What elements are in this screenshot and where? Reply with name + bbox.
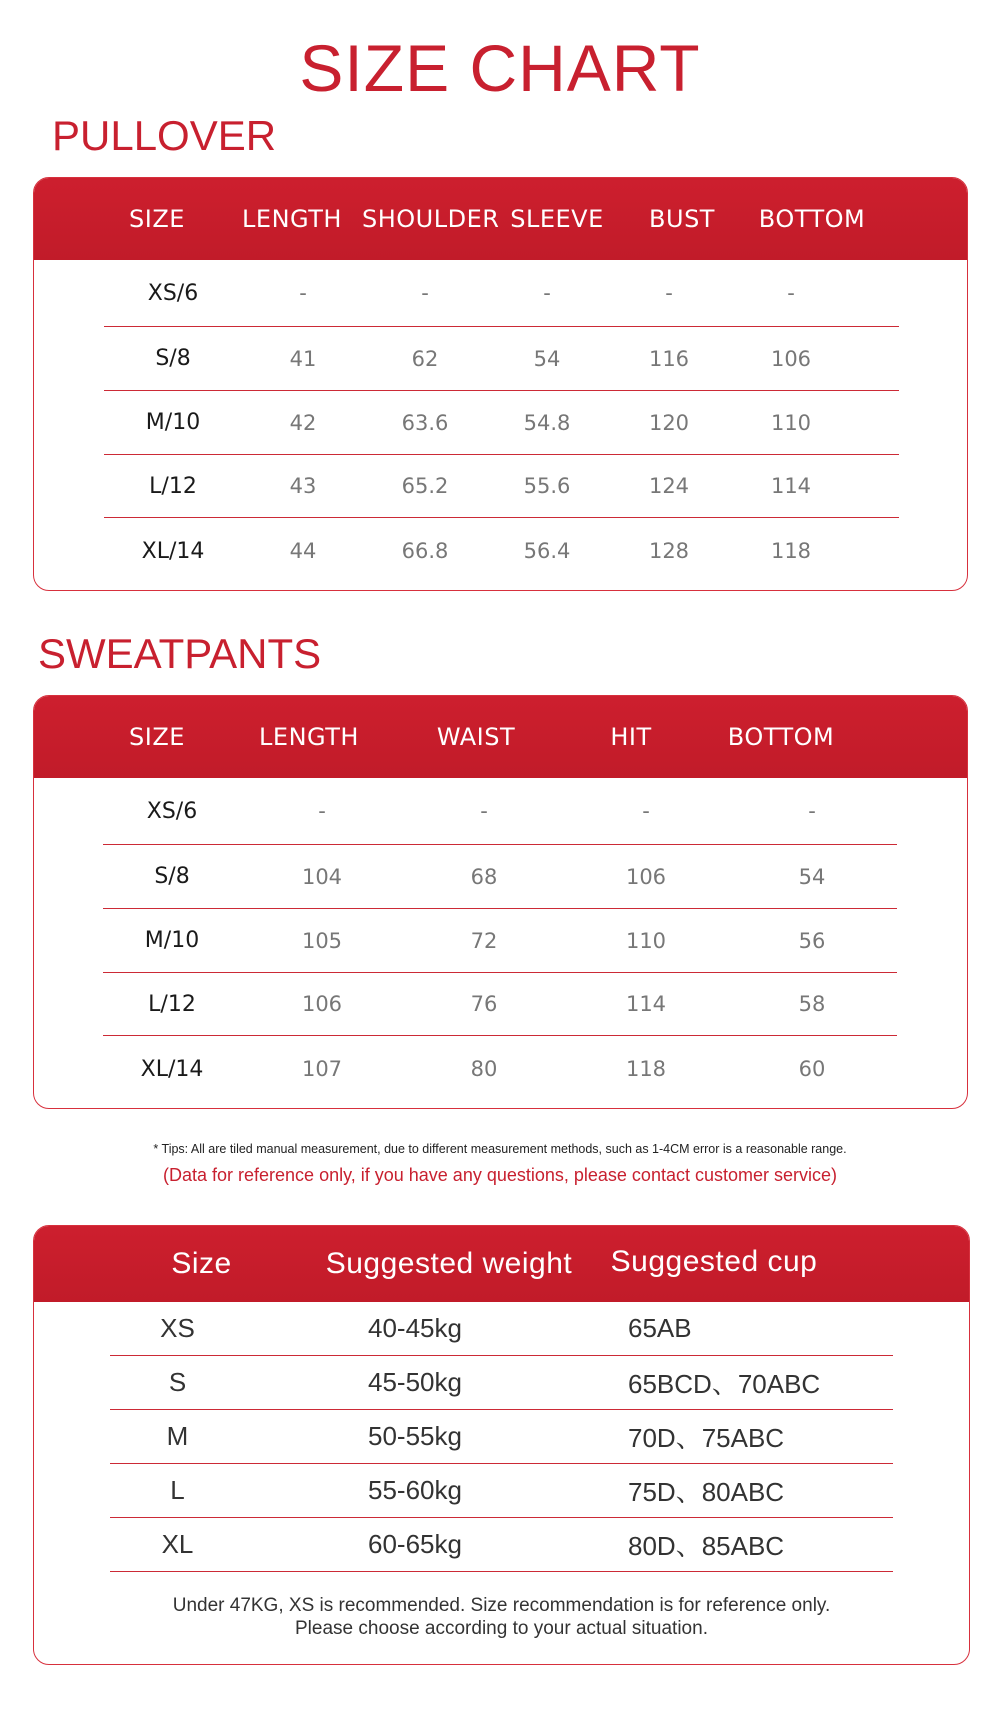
value-cell: 106 — [301, 992, 343, 1016]
table-row — [110, 1410, 893, 1464]
value-cell: - — [665, 281, 673, 305]
pullover-body — [34, 260, 967, 584]
rec-weight-cell: 55-60kg — [368, 1475, 462, 1505]
value-cell: 114 — [625, 992, 667, 1016]
value-cell: 44 — [289, 539, 317, 563]
size-cell: XS/6 — [146, 798, 198, 824]
recommendation-table — [33, 1225, 970, 1665]
value-cell: 105 — [301, 928, 343, 953]
table-row — [103, 973, 897, 1036]
value-cell: 104 — [301, 864, 343, 889]
table-row — [103, 909, 897, 973]
rec-cup-cell: 70D、75ABC — [628, 1423, 785, 1453]
value-cell: - — [480, 799, 488, 823]
recommendation-header-row — [34, 1226, 969, 1302]
recommendation-note-line1: Under 47KG, XS is recommended. Size recommendation is for reference only. — [172, 1595, 831, 1616]
rec-cup-cell: 65AB — [628, 1313, 692, 1343]
rec-weight-cell: 45-50kg — [368, 1367, 462, 1397]
table-row — [104, 327, 899, 391]
value-cell: - — [642, 799, 650, 823]
table-row — [104, 455, 899, 518]
rec-size-cell: M — [166, 1421, 189, 1451]
pullover-header-row — [34, 178, 967, 260]
rec-size-cell: L — [170, 1475, 185, 1505]
rec-size-cell: S — [168, 1367, 187, 1397]
size-cell: S/8 — [155, 346, 191, 371]
pullover-header-sleeve: SLEEVE — [510, 205, 604, 233]
size-cell: L/12 — [149, 473, 197, 499]
page-title: SIZE CHART — [299, 31, 701, 105]
value-cell: 58 — [798, 992, 826, 1016]
table-row — [104, 518, 899, 584]
rec-header-cup: Suggested cup — [610, 1245, 818, 1278]
value-cell: 114 — [770, 474, 812, 498]
table-row — [104, 260, 899, 327]
size-cell: XL/14 — [141, 538, 205, 564]
value-cell: 65.2 — [401, 474, 449, 498]
value-cell: 43 — [289, 474, 317, 498]
value-cell: 80 — [470, 1057, 498, 1081]
value-cell: 110 — [770, 410, 812, 435]
value-cell: 54 — [798, 864, 826, 889]
size-cell: S/8 — [154, 864, 190, 889]
value-cell: - — [543, 281, 551, 305]
sweatpants-title: SWEATPANTS — [38, 630, 322, 677]
pullover-header-length: LENGTH — [242, 205, 342, 233]
value-cell: 118 — [770, 539, 812, 563]
size-cell: XL/14 — [140, 1056, 204, 1082]
table-row — [110, 1518, 893, 1572]
size-cell: M/10 — [145, 410, 201, 435]
rec-cup-cell: 75D、80ABC — [628, 1477, 785, 1507]
value-cell: 128 — [648, 539, 690, 563]
value-cell: 72 — [470, 928, 498, 953]
rec-header-weight: Suggested weight — [325, 1247, 573, 1280]
value-cell: 106 — [625, 864, 667, 889]
rec-cup-cell: 80D、85ABC — [628, 1531, 785, 1561]
pullover-table — [33, 177, 968, 591]
rec-weight-cell: 40-45kg — [368, 1313, 462, 1343]
sweatpants-header-row — [34, 696, 967, 778]
sweatpants-header-bottom: BOTTOM — [727, 723, 835, 751]
value-cell: 116 — [648, 346, 690, 371]
value-cell: 107 — [301, 1057, 343, 1081]
size-cell: L/12 — [148, 991, 196, 1017]
value-cell: 120 — [648, 410, 690, 435]
value-cell: 41 — [289, 346, 317, 371]
rec-weight-cell: 50-55kg — [368, 1421, 462, 1451]
recommendation-note — [110, 1594, 893, 1640]
recommendation-body — [34, 1302, 969, 1640]
value-cell: - — [318, 799, 326, 823]
sweatpants-header-waist: WAIST — [436, 723, 516, 751]
table-row — [110, 1464, 893, 1518]
value-cell: 118 — [625, 1057, 667, 1081]
size-cell: XS/6 — [147, 280, 199, 306]
tips-text: * Tips: All are tiled manual measurement, due to different measurement methods, such as 1-4CM error is a reasonable range. — [153, 1142, 847, 1156]
rec-size-cell: XS — [160, 1313, 195, 1343]
table-row — [103, 1036, 897, 1102]
sweatpants-header-hit: HIT — [610, 723, 652, 751]
size-cell: M/10 — [144, 928, 200, 953]
table-row — [110, 1302, 893, 1356]
table-row — [104, 391, 899, 455]
value-cell: 63.6 — [401, 410, 449, 435]
recommendation-note-line2: Please choose according to your actual situation. — [295, 1618, 708, 1639]
value-cell: - — [808, 799, 816, 823]
value-cell: 124 — [648, 474, 690, 498]
pullover-header-bottom: BOTTOM — [758, 205, 866, 233]
sweatpants-table — [33, 695, 968, 1109]
pullover-title: PULLOVER — [52, 112, 277, 159]
reference-note: (Data for reference only, if you have any questions, please contact customer service) — [163, 1165, 837, 1185]
value-cell: 66.8 — [401, 539, 449, 563]
table-row — [103, 845, 897, 909]
value-cell: 68 — [470, 864, 498, 889]
value-cell: 55.6 — [523, 474, 571, 498]
value-cell: - — [299, 281, 307, 305]
value-cell: 54 — [533, 346, 561, 371]
value-cell: - — [787, 281, 795, 305]
value-cell: 42 — [289, 410, 317, 435]
value-cell: 62 — [411, 346, 439, 371]
pullover-header-bust: BUST — [649, 205, 715, 233]
sweatpants-header-size: SIZE — [129, 723, 185, 751]
pullover-header-size: SIZE — [129, 205, 185, 233]
value-cell: 54.8 — [523, 410, 571, 435]
sweatpants-header-length: LENGTH — [259, 723, 359, 751]
value-cell: 106 — [770, 346, 812, 371]
value-cell: 56 — [798, 928, 826, 953]
value-cell: 76 — [470, 992, 498, 1016]
value-cell: 56.4 — [523, 539, 571, 563]
value-cell: 110 — [625, 928, 667, 953]
value-cell: 60 — [798, 1057, 826, 1081]
value-cell: - — [421, 281, 429, 305]
table-row — [103, 778, 897, 845]
table-row — [110, 1356, 893, 1410]
rec-header-size: Size — [171, 1247, 232, 1280]
rec-cup-cell: 65BCD、70ABC — [628, 1369, 821, 1399]
pullover-header-shoulder: SHOULDER — [362, 205, 500, 233]
sweatpants-body — [34, 778, 967, 1102]
rec-weight-cell: 60-65kg — [368, 1529, 462, 1559]
rec-size-cell: XL — [161, 1529, 194, 1559]
